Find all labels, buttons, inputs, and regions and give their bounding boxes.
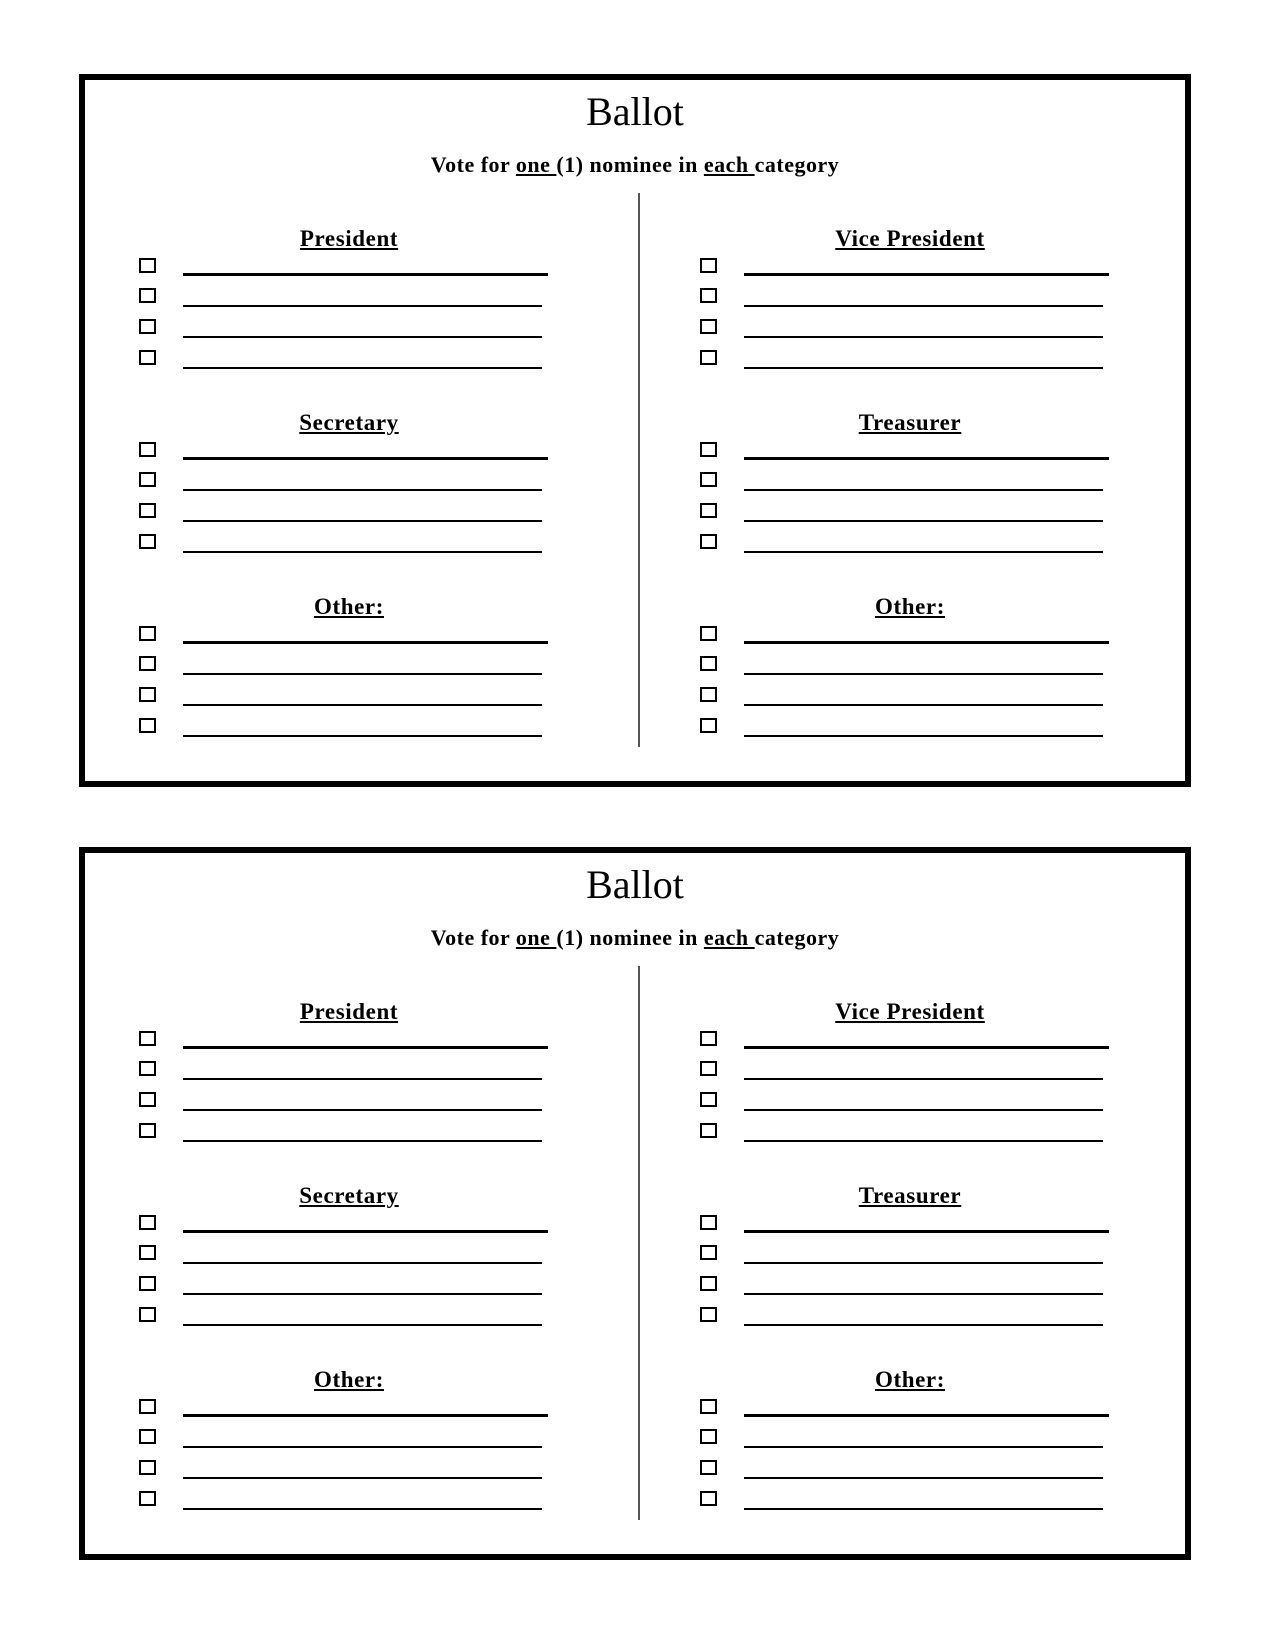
nominee-write-in-line[interactable] xyxy=(183,1477,542,1479)
nominee-write-in-line[interactable] xyxy=(183,1414,548,1417)
nominee-option xyxy=(700,317,1120,348)
nominee-write-in-line[interactable] xyxy=(183,1508,542,1510)
nominee-write-in-line[interactable] xyxy=(744,641,1109,644)
vote-checkbox[interactable] xyxy=(700,1123,717,1138)
ballot-instruction xyxy=(85,925,1185,951)
nominee-option xyxy=(139,1243,559,1274)
nominee-write-in-line[interactable] xyxy=(744,336,1103,338)
nominee-write-in-line[interactable] xyxy=(183,457,548,460)
vote-checkbox[interactable] xyxy=(139,1215,156,1230)
instruction-text: category xyxy=(754,152,840,177)
vote-checkbox[interactable] xyxy=(139,1491,156,1506)
nominee-write-in-line[interactable] xyxy=(183,489,542,491)
nominee-option xyxy=(700,532,1120,563)
nominee-option xyxy=(139,501,559,532)
nominee-option xyxy=(700,1305,1120,1336)
nominee-write-in-line[interactable] xyxy=(744,1046,1109,1049)
nominee-write-in-line[interactable] xyxy=(183,1109,542,1111)
nominee-option xyxy=(700,1243,1120,1274)
vote-checkbox[interactable] xyxy=(139,1429,156,1444)
category-heading: President xyxy=(299,999,399,1024)
nominee-option xyxy=(700,685,1120,716)
category-other xyxy=(139,594,559,778)
nominee-option xyxy=(700,716,1120,747)
vote-checkbox[interactable] xyxy=(139,534,156,549)
vote-checkbox[interactable] xyxy=(139,1031,156,1046)
nominee-option xyxy=(700,348,1120,379)
nominee-option xyxy=(139,1397,559,1428)
nominee-write-in-line[interactable] xyxy=(744,1140,1103,1142)
category-heading: Secretary xyxy=(299,1183,399,1208)
category-secretary xyxy=(139,410,559,594)
nominee-write-in-line[interactable] xyxy=(744,673,1103,675)
vote-checkbox[interactable] xyxy=(139,503,156,518)
category-heading: Vice President xyxy=(835,226,985,251)
nominee-option xyxy=(700,1029,1120,1060)
nominee-write-in-line[interactable] xyxy=(744,1230,1109,1233)
vote-checkbox[interactable] xyxy=(700,1399,717,1414)
category-heading: Secretary xyxy=(299,410,399,435)
nominee-write-in-line[interactable] xyxy=(183,520,542,522)
nominee-write-in-line[interactable] xyxy=(744,1446,1103,1448)
instruction-emphasis-each: each xyxy=(703,152,755,177)
ballot-card xyxy=(79,74,1191,787)
nominee-write-in-line[interactable] xyxy=(183,673,542,675)
nominee-write-in-line[interactable] xyxy=(744,735,1103,737)
nominee-write-in-line[interactable] xyxy=(183,704,542,706)
nominee-option xyxy=(700,256,1120,287)
nominee-write-in-line[interactable] xyxy=(744,1262,1103,1264)
category-treasurer xyxy=(700,1183,1120,1367)
vote-checkbox[interactable] xyxy=(700,472,717,487)
vote-checkbox[interactable] xyxy=(700,288,717,303)
nominee-write-in-line[interactable] xyxy=(744,1508,1103,1510)
nominee-write-in-line[interactable] xyxy=(183,336,542,338)
vote-checkbox[interactable] xyxy=(139,687,156,702)
nominee-option xyxy=(700,1427,1120,1458)
category-other xyxy=(700,1367,1120,1551)
nominee-option xyxy=(139,685,559,716)
nominee-option xyxy=(139,1029,559,1060)
nominee-write-in-line[interactable] xyxy=(183,1078,542,1080)
vote-checkbox[interactable] xyxy=(700,350,717,365)
nominee-write-in-line[interactable] xyxy=(183,1324,542,1326)
nominee-write-in-line[interactable] xyxy=(183,1046,548,1049)
category-heading: President xyxy=(299,226,399,251)
vote-checkbox[interactable] xyxy=(700,258,717,273)
nominee-option xyxy=(700,1090,1120,1121)
nominee-write-in-line[interactable] xyxy=(744,305,1103,307)
nominee-write-in-line[interactable] xyxy=(183,1293,542,1295)
instruction-emphasis-one: one xyxy=(515,152,557,177)
nominee-option xyxy=(139,1305,559,1336)
nominee-write-in-line[interactable] xyxy=(744,1414,1109,1417)
nominee-option xyxy=(139,317,559,348)
nominee-write-in-line[interactable] xyxy=(183,1140,542,1142)
category-president xyxy=(139,226,559,410)
vote-checkbox[interactable] xyxy=(139,626,156,641)
nominee-option xyxy=(700,1213,1120,1244)
vote-checkbox[interactable] xyxy=(700,1307,717,1322)
category-heading: Other: xyxy=(313,1367,385,1392)
category-secretary xyxy=(139,1183,559,1367)
nominee-option xyxy=(139,1274,559,1305)
nominee-write-in-line[interactable] xyxy=(744,1293,1103,1295)
vote-checkbox[interactable] xyxy=(700,503,717,518)
instruction-text: (1) nominee in xyxy=(556,925,704,950)
category-heading: Treasurer xyxy=(858,410,962,435)
vote-checkbox[interactable] xyxy=(700,534,717,549)
nominee-option xyxy=(700,1121,1120,1152)
nominee-write-in-line[interactable] xyxy=(183,273,548,276)
vote-checkbox[interactable] xyxy=(700,1061,717,1076)
nominee-option xyxy=(139,1427,559,1458)
nominee-option xyxy=(700,624,1120,655)
nominee-option xyxy=(700,1458,1120,1489)
vote-checkbox[interactable] xyxy=(700,656,717,671)
nominee-option xyxy=(700,1274,1120,1305)
ballot-title: Ballot xyxy=(586,862,684,907)
nominee-write-in-line[interactable] xyxy=(744,1078,1103,1080)
nominee-write-in-line[interactable] xyxy=(744,457,1109,460)
nominee-write-in-line[interactable] xyxy=(183,1230,548,1233)
vote-checkbox[interactable] xyxy=(139,1092,156,1107)
ballot-instruction xyxy=(85,152,1185,178)
vote-checkbox[interactable] xyxy=(139,1061,156,1076)
nominee-option xyxy=(700,654,1120,685)
nominee-write-in-line[interactable] xyxy=(744,1477,1103,1479)
nominee-write-in-line[interactable] xyxy=(744,1109,1103,1111)
category-vice-president xyxy=(700,999,1120,1183)
nominee-write-in-line[interactable] xyxy=(744,704,1103,706)
nominee-write-in-line[interactable] xyxy=(183,551,542,553)
nominee-write-in-line[interactable] xyxy=(183,367,542,369)
nominee-option xyxy=(139,1059,559,1090)
nominee-option xyxy=(139,1489,559,1520)
nominee-write-in-line[interactable] xyxy=(183,305,542,307)
nominee-write-in-line[interactable] xyxy=(744,1324,1103,1326)
vote-checkbox[interactable] xyxy=(139,442,156,457)
nominee-option xyxy=(139,654,559,685)
instruction-text: (1) nominee in xyxy=(556,152,704,177)
nominee-option xyxy=(139,348,559,379)
vote-checkbox[interactable] xyxy=(700,1460,717,1475)
vote-checkbox[interactable] xyxy=(139,472,156,487)
nominee-write-in-line[interactable] xyxy=(183,735,542,737)
nominee-write-in-line[interactable] xyxy=(183,1262,542,1264)
nominee-write-in-line[interactable] xyxy=(744,551,1103,553)
vote-checkbox[interactable] xyxy=(700,718,717,733)
nominee-option xyxy=(700,501,1120,532)
instruction-text: category xyxy=(754,925,840,950)
nominee-option xyxy=(700,286,1120,317)
column-divider xyxy=(638,193,640,747)
vote-checkbox[interactable] xyxy=(139,1245,156,1260)
category-treasurer xyxy=(700,410,1120,594)
vote-checkbox[interactable] xyxy=(700,1491,717,1506)
category-other xyxy=(700,594,1120,778)
vote-checkbox[interactable] xyxy=(139,1123,156,1138)
column-divider xyxy=(638,966,640,1520)
nominee-write-in-line[interactable] xyxy=(183,641,548,644)
vote-checkbox[interactable] xyxy=(700,1215,717,1230)
nominee-option xyxy=(700,1489,1120,1520)
right-column xyxy=(700,226,1120,778)
vote-checkbox[interactable] xyxy=(700,319,717,334)
nominee-option xyxy=(700,440,1120,471)
nominee-option xyxy=(139,1090,559,1121)
category-heading: Other: xyxy=(874,1367,946,1392)
vote-checkbox[interactable] xyxy=(139,1460,156,1475)
nominee-option xyxy=(700,1397,1120,1428)
vote-checkbox[interactable] xyxy=(139,718,156,733)
vote-checkbox[interactable] xyxy=(139,1399,156,1414)
vote-checkbox[interactable] xyxy=(700,442,717,457)
instruction-emphasis-each: each xyxy=(703,925,755,950)
nominee-option xyxy=(139,1121,559,1152)
category-heading: Treasurer xyxy=(858,1183,962,1208)
vote-checkbox[interactable] xyxy=(139,288,156,303)
nominee-option xyxy=(139,1458,559,1489)
left-column xyxy=(139,226,559,778)
category-heading: Other: xyxy=(313,594,385,619)
vote-checkbox[interactable] xyxy=(139,350,156,365)
instruction-emphasis-one: one xyxy=(515,925,557,950)
nominee-write-in-line[interactable] xyxy=(744,273,1109,276)
nominee-write-in-line[interactable] xyxy=(744,520,1103,522)
category-heading: Other: xyxy=(874,594,946,619)
vote-checkbox[interactable] xyxy=(700,1245,717,1260)
nominee-write-in-line[interactable] xyxy=(744,489,1103,491)
vote-checkbox[interactable] xyxy=(700,1092,717,1107)
right-column xyxy=(700,999,1120,1551)
nominee-option xyxy=(700,470,1120,501)
nominee-option xyxy=(700,1059,1120,1090)
nominee-option xyxy=(139,1213,559,1244)
nominee-option xyxy=(139,256,559,287)
nominee-option xyxy=(139,286,559,317)
category-heading: Vice President xyxy=(835,999,985,1024)
vote-checkbox[interactable] xyxy=(139,656,156,671)
nominee-option xyxy=(139,440,559,471)
nominee-option xyxy=(139,532,559,563)
nominee-write-in-line[interactable] xyxy=(183,1446,542,1448)
nominee-option xyxy=(139,470,559,501)
vote-checkbox[interactable] xyxy=(700,687,717,702)
category-vice-president xyxy=(700,226,1120,410)
vote-checkbox[interactable] xyxy=(139,1276,156,1291)
instruction-text: Vote for xyxy=(430,925,516,950)
left-column xyxy=(139,999,559,1551)
vote-checkbox[interactable] xyxy=(139,319,156,334)
category-president xyxy=(139,999,559,1183)
nominee-option xyxy=(139,716,559,747)
vote-checkbox[interactable] xyxy=(700,1429,717,1444)
vote-checkbox[interactable] xyxy=(700,1031,717,1046)
nominee-option xyxy=(139,624,559,655)
instruction-text: Vote for xyxy=(430,152,516,177)
vote-checkbox[interactable] xyxy=(139,258,156,273)
vote-checkbox[interactable] xyxy=(700,626,717,641)
vote-checkbox[interactable] xyxy=(139,1307,156,1322)
vote-checkbox[interactable] xyxy=(700,1276,717,1291)
ballot-title: Ballot xyxy=(586,89,684,134)
category-other xyxy=(139,1367,559,1551)
nominee-write-in-line[interactable] xyxy=(744,367,1103,369)
ballot-card xyxy=(79,847,1191,1560)
